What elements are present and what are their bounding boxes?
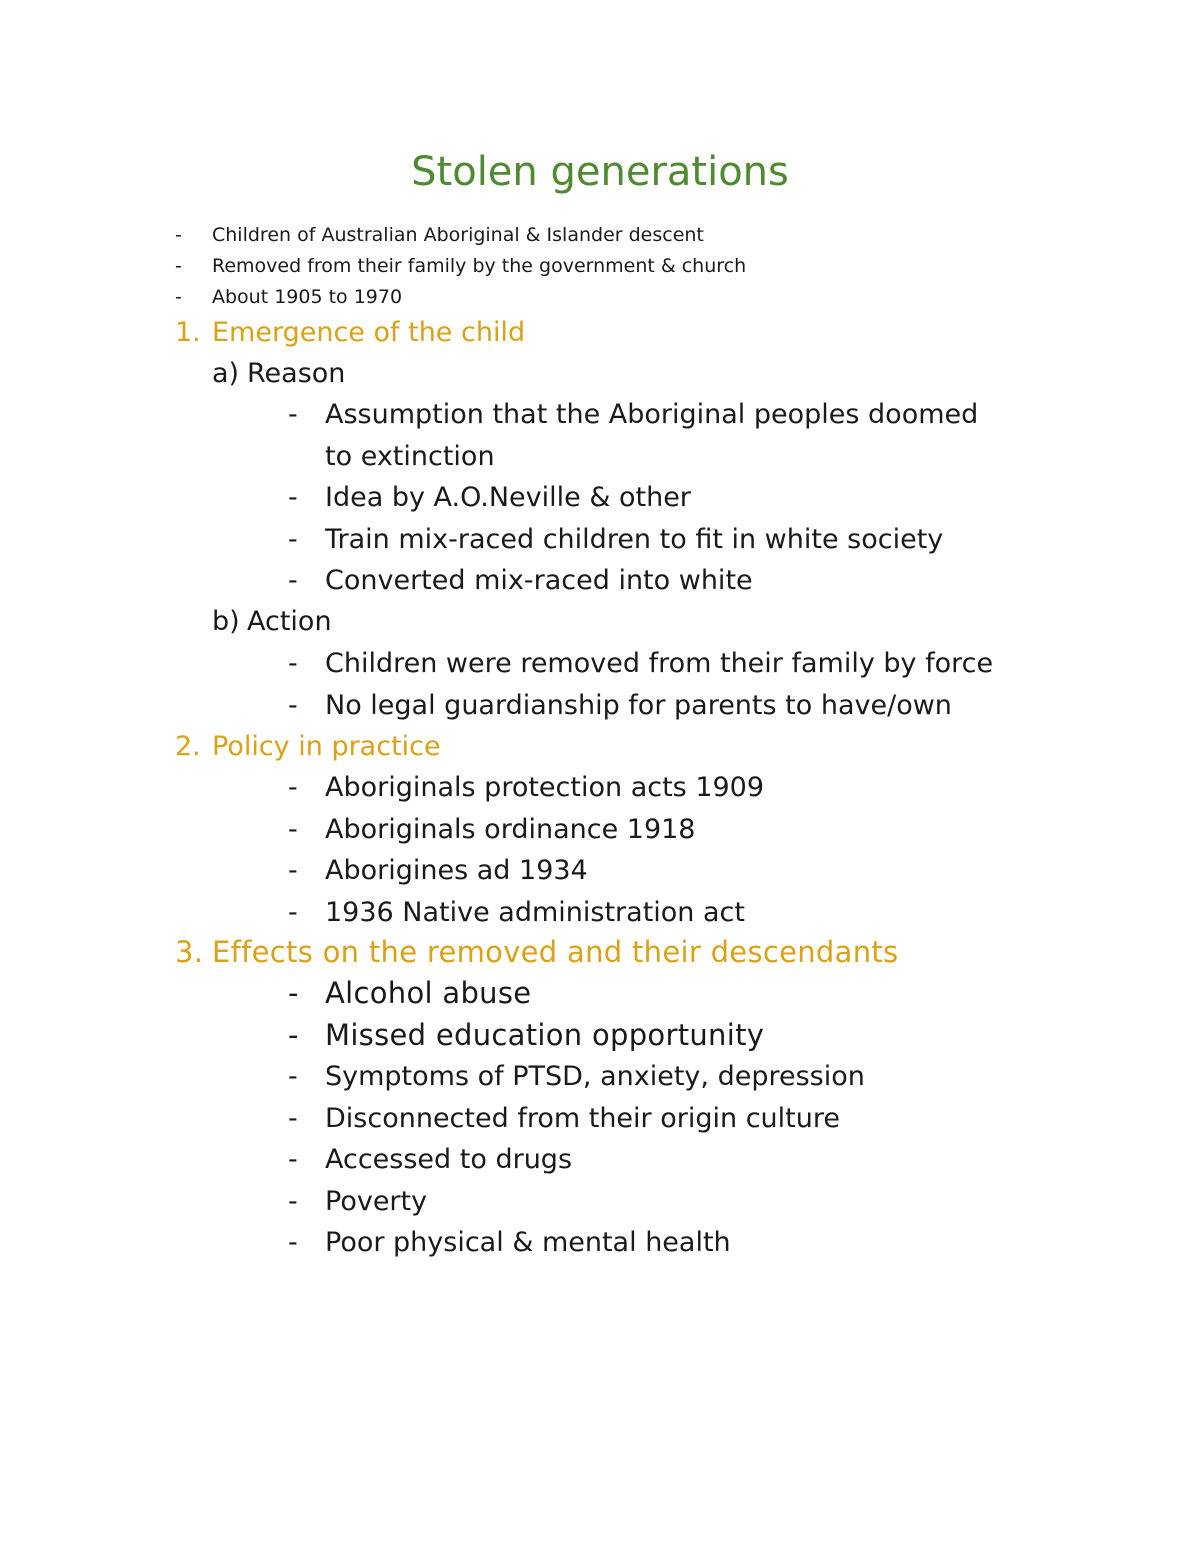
list-item-text: Idea by A.O.Neville & other <box>325 482 691 513</box>
list-item <box>288 892 764 934</box>
list-item-text: Children of Australian Aboriginal & Islander descent <box>212 224 704 246</box>
section-heading-text: Policy in practice <box>212 731 441 762</box>
list-item <box>288 767 764 809</box>
subsection-marker: a) <box>212 358 240 389</box>
list-item <box>288 394 1005 477</box>
bullet-dash: - <box>288 565 298 596</box>
subsection-heading-action <box>212 602 332 642</box>
subsection-label: Reason <box>247 358 346 389</box>
list-item <box>288 1056 865 1098</box>
list-item <box>288 1181 865 1223</box>
list-item-text: Converted mix-raced into white <box>325 565 753 596</box>
section-heading-policy <box>175 727 441 767</box>
subsection-label: Action <box>247 606 332 637</box>
list-item-text: Removed from their family by the government & church <box>212 255 747 277</box>
subsection-heading-reason <box>212 354 345 394</box>
section-heading-text: Emergence of the child <box>212 317 526 348</box>
list-item <box>288 1098 865 1140</box>
list-item <box>288 809 764 851</box>
list-item-text: Poverty <box>325 1185 428 1217</box>
list-item-text: Disconnected from their origin culture <box>325 1102 840 1134</box>
list-item-text: Children were removed from their family by force <box>325 648 994 679</box>
list-item <box>288 1139 865 1181</box>
subsection-marker: b) <box>212 606 240 637</box>
list-item <box>288 477 1005 519</box>
bullet-dash: - <box>288 689 298 721</box>
bullet-dash: - <box>288 855 298 886</box>
bullet-dash: - <box>288 896 298 928</box>
bullet-dash: - <box>288 648 298 679</box>
list-item-text: Missed education opportunity <box>325 1017 765 1052</box>
bullet-dash: - <box>175 286 182 308</box>
list-item-text: Symptoms of PTSD, anxiety, depression <box>325 1061 865 1092</box>
action-list <box>288 643 993 726</box>
bullet-dash: - <box>288 772 298 803</box>
list-item <box>288 1222 865 1264</box>
section-number: 1. <box>175 317 201 348</box>
list-item-text: Aboriginals protection acts 1909 <box>325 772 765 803</box>
list-item <box>175 251 746 282</box>
list-item-text: 1936 Native administration act <box>325 896 745 928</box>
bullet-dash: - <box>288 1102 298 1134</box>
bullet-dash: - <box>288 399 298 430</box>
section-heading-effects <box>175 932 898 972</box>
policy-list <box>288 767 764 933</box>
list-item <box>288 560 1005 602</box>
list-item-text: Assumption that the Aboriginal peoples doomed to extinction <box>325 399 979 472</box>
list-item-text: No legal guardianship for parents to have/own <box>325 689 952 721</box>
section-number: 3. <box>175 935 204 969</box>
list-item-text: Poor physical & mental health <box>325 1227 731 1258</box>
list-item <box>175 220 746 251</box>
bullet-dash: - <box>288 1185 298 1217</box>
bullet-dash: - <box>288 813 298 845</box>
list-item <box>288 973 865 1015</box>
bullet-dash: - <box>288 482 298 513</box>
bullet-dash: - <box>175 224 182 246</box>
document-title: Stolen generations <box>411 149 789 195</box>
list-item <box>288 643 993 685</box>
section-number: 2. <box>175 731 201 762</box>
list-item <box>175 282 746 313</box>
list-item-text: About 1905 to 1970 <box>212 286 403 308</box>
list-item-text: Aborigines ad 1934 <box>325 855 588 886</box>
list-item-text: Train mix-raced children to fit in white society <box>325 523 944 555</box>
list-item-text: Alcohol abuse <box>325 976 532 1010</box>
list-item <box>288 685 993 727</box>
bullet-dash: - <box>288 1227 298 1258</box>
intro-list <box>175 220 746 313</box>
section-heading-emergence <box>175 313 525 353</box>
list-item <box>288 519 1005 561</box>
bullet-dash: - <box>288 976 299 1010</box>
reason-list <box>288 394 1005 602</box>
bullet-dash: - <box>175 255 182 277</box>
list-item-text: Aboriginals ordinance 1918 <box>325 813 696 845</box>
section-heading-text: Effects on the removed and their descendants <box>212 935 899 969</box>
effects-list <box>288 973 865 1264</box>
list-item <box>288 850 764 892</box>
bullet-dash: - <box>288 1017 299 1052</box>
bullet-dash: - <box>288 1061 298 1092</box>
list-item <box>288 1015 865 1057</box>
bullet-dash: - <box>288 1144 298 1175</box>
bullet-dash: - <box>288 523 298 555</box>
list-item-text: Accessed to drugs <box>325 1144 573 1175</box>
